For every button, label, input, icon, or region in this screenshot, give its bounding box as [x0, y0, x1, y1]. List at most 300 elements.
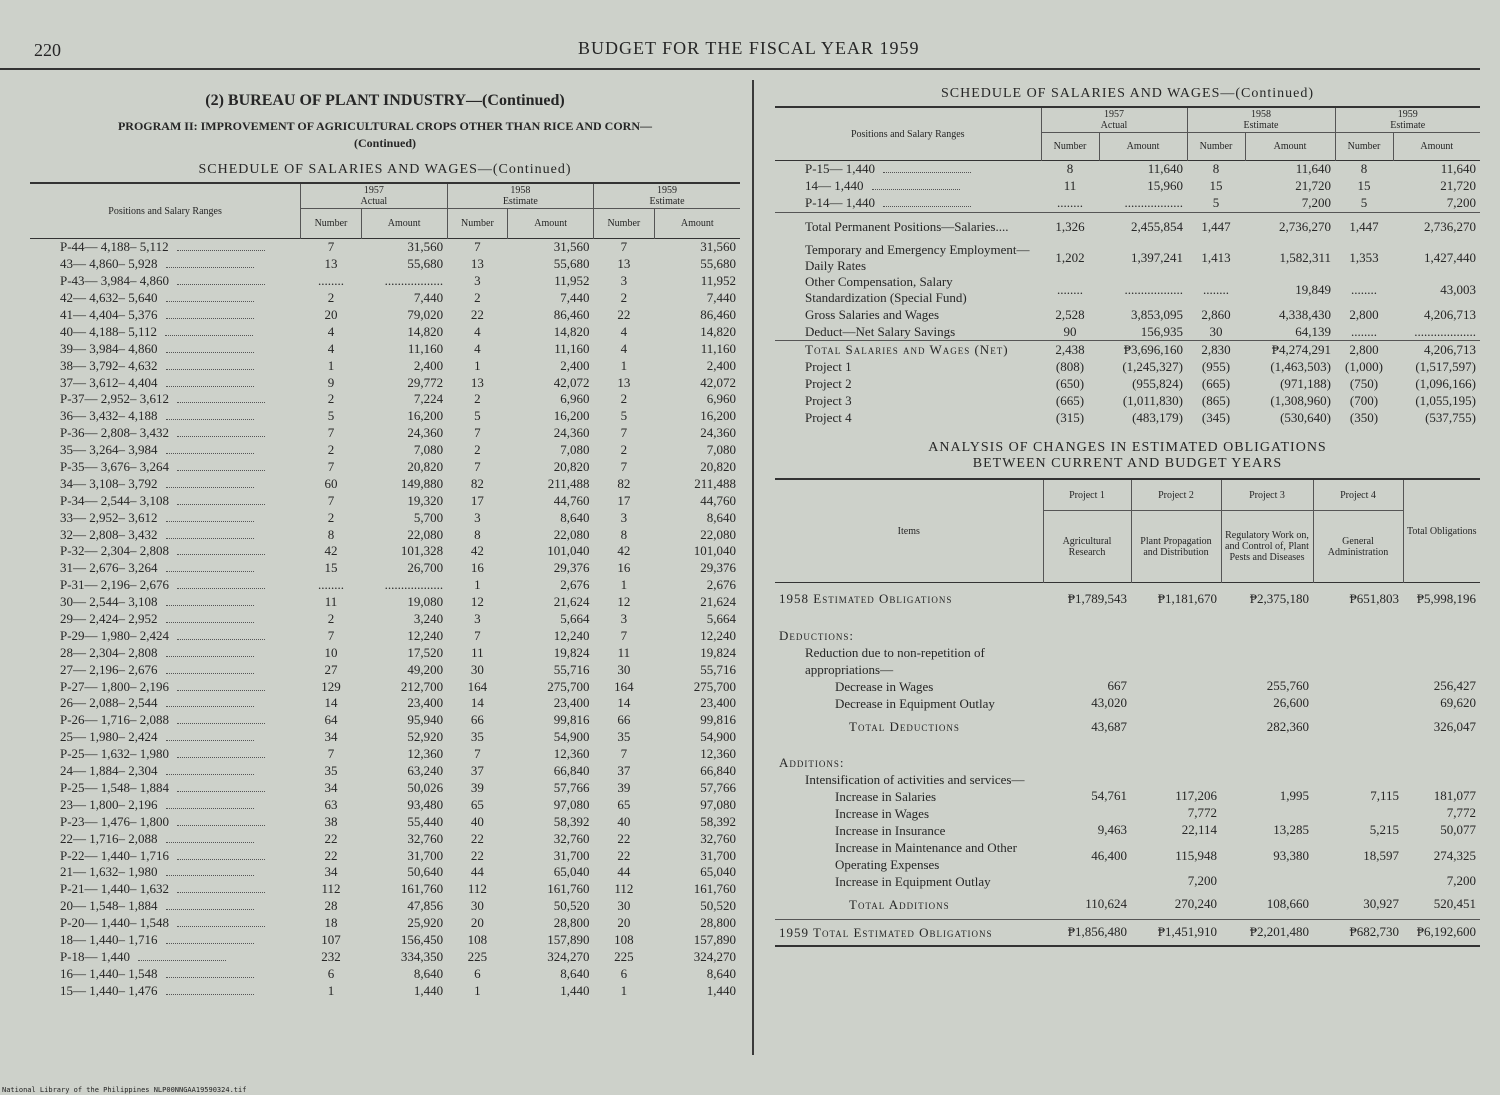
total-amount: 520,451 [1433, 896, 1476, 912]
leader-dots [166, 369, 254, 370]
number-cell: 30 [470, 898, 484, 914]
number-cell: 7 [474, 459, 481, 475]
table-row [30, 391, 740, 408]
number-cell: 4 [620, 323, 628, 339]
amount-cell: 21,720 [1440, 178, 1476, 194]
amount-cell: 79,020 [407, 307, 444, 322]
salary-range: 39— 3,984– 4,860 [30, 340, 301, 357]
salary-range: P-37— 2,952– 3,612 [30, 391, 301, 408]
total-amount: 69,620 [1440, 695, 1476, 711]
number-cell: 35 [617, 729, 631, 745]
number-cell: 16 [617, 560, 631, 576]
project-amount [1221, 644, 1313, 678]
number-cell: 3 [474, 273, 481, 289]
leader-dots [166, 352, 254, 353]
project-amount: 26,600 [1273, 695, 1309, 711]
amount-cell: 16,200 [553, 408, 590, 424]
amount-cell: 4,206,713 [1424, 341, 1476, 357]
salary-range: 32— 2,808– 3,432 [30, 526, 301, 543]
number-cell: 14 [470, 695, 484, 711]
amount-cell: (537,755) [1425, 409, 1476, 425]
number-cell: (955) [1201, 358, 1231, 374]
leader-dots [166, 453, 254, 454]
table-row [30, 543, 740, 560]
leader-dots [166, 622, 254, 623]
table-row [30, 627, 740, 644]
number-cell: 2 [327, 442, 335, 458]
salary-range: P-26— 1,716– 2,088 [30, 712, 301, 729]
table-row [30, 526, 740, 543]
salary-range: P-43— 3,984– 4,860 [30, 273, 301, 290]
salary-range: 20— 1,548– 1,884 [30, 898, 301, 915]
amount-cell: 11,640 [1295, 161, 1331, 177]
summary-label: Project 2 [805, 375, 852, 391]
table-row [30, 509, 740, 526]
leader-dots [166, 994, 254, 995]
amount-cell: 58,392 [553, 813, 590, 829]
leader-dots [166, 977, 254, 978]
number-cell: 90 [1063, 323, 1077, 339]
amount-cell: 211,488 [547, 475, 590, 491]
page-number: 220 [34, 40, 61, 60]
project-amount [1313, 742, 1403, 771]
table-row [30, 577, 740, 594]
number-cell: 44 [470, 864, 484, 880]
number-cell: 108 [614, 931, 634, 947]
project-amount: 117,206 [1175, 788, 1217, 804]
number-cell: (1,000) [1345, 358, 1383, 374]
col-items: Items [897, 525, 920, 537]
amount-cell: 11,640 [1440, 161, 1476, 177]
number-cell: 1 [474, 577, 481, 593]
number-cell: 7 [327, 746, 335, 762]
analysis-label: Reduction due to non-repetition of appropriations— [805, 644, 985, 677]
number-cell: 64 [324, 712, 338, 728]
number-cell: 35 [470, 729, 484, 745]
number-cell: 7 [474, 627, 481, 643]
amount-cell: .................. [384, 577, 444, 593]
amount-cell: 42,072 [700, 374, 736, 390]
number-cell: 37 [470, 763, 484, 779]
amount-cell: 5,664 [560, 611, 590, 627]
number-cell: 22 [470, 830, 484, 846]
leader-dots [166, 538, 254, 539]
amount-cell: 1,397,241 [1131, 250, 1183, 266]
table-row [30, 611, 740, 628]
col-total: Total Obligations [1403, 479, 1480, 583]
total-amount: 7,772 [1446, 805, 1476, 821]
amount-cell: 8,640 [560, 509, 590, 525]
amount-cell: 12,360 [700, 746, 736, 762]
analysis-row [775, 788, 1480, 805]
summary-label: Deduct—Net Salary Savings [805, 323, 956, 339]
salary-range: 16— 1,440– 1,548 [30, 965, 301, 982]
number-cell: 2 [474, 442, 481, 458]
number-cell: 6 [327, 965, 335, 981]
number-cell: 1,326 [1055, 219, 1085, 235]
number-cell: 35 [324, 763, 338, 779]
amount-cell: 156,450 [400, 931, 444, 947]
analysis-row [775, 839, 1480, 873]
analysis-row [775, 615, 1480, 644]
analysis-row [775, 805, 1480, 822]
number-cell: 14 [617, 695, 631, 711]
leader-dots [166, 875, 254, 876]
amount-cell: 97,080 [553, 796, 590, 812]
leader-dots [166, 571, 254, 572]
project-amount: ₱2,375,180 [1249, 590, 1309, 606]
amount-cell: 29,772 [407, 374, 444, 390]
project-amount: ₱682,730 [1349, 924, 1399, 940]
amount-cell: 57,766 [700, 779, 736, 795]
col-amount: Amount [1099, 133, 1187, 161]
salary-range: 22— 1,716– 2,088 [30, 830, 301, 847]
table-row [30, 239, 740, 256]
salary-range: 18— 1,440– 1,716 [30, 932, 301, 949]
col-project-3: Project 3 [1221, 479, 1313, 511]
number-cell: 1 [620, 357, 628, 373]
table-row [30, 881, 740, 898]
amount-cell: 8,640 [560, 965, 590, 981]
number-cell: 30 [470, 661, 484, 677]
number-cell: 112 [614, 881, 634, 897]
number-cell: 12 [470, 594, 484, 610]
amount-cell: 42,072 [553, 374, 590, 390]
project-amount [1313, 644, 1403, 678]
total-amount: 274,325 [1433, 847, 1476, 863]
number-cell: 22 [470, 307, 484, 322]
analysis-row [775, 583, 1480, 615]
leader-dots [177, 825, 265, 826]
number-cell: 40 [470, 813, 484, 829]
amount-cell: 26,700 [407, 560, 444, 576]
number-cell: 34 [324, 864, 338, 880]
analysis-label: Increase in Insurance [835, 822, 946, 838]
leader-dots [166, 605, 254, 606]
number-cell: ........ [1057, 282, 1083, 298]
project-amount: 30,927 [1363, 896, 1399, 912]
amount-cell: 32,760 [407, 830, 444, 846]
col-number: Number [301, 209, 362, 239]
amount-cell: 55,440 [407, 813, 444, 829]
leader-dots [177, 436, 265, 437]
total-amount: 256,427 [1433, 678, 1476, 694]
salary-range: P-21— 1,440– 1,632 [30, 881, 301, 898]
summary-label: Project 4 [805, 409, 852, 425]
project-amount [1043, 771, 1131, 788]
amount-cell: 17,520 [407, 644, 444, 660]
amount-cell: ₱3,696,160 [1123, 341, 1183, 357]
table-row [30, 560, 740, 577]
number-cell: 4 [327, 323, 335, 339]
analysis-row [775, 742, 1480, 771]
summary-row [775, 358, 1480, 375]
amount-cell: 28,800 [553, 915, 590, 931]
analysis-table [775, 478, 1480, 947]
number-cell: 2 [474, 391, 481, 407]
table-row [30, 357, 740, 374]
project-amount [1131, 695, 1221, 712]
salary-range: P-15— 1,440 [775, 161, 1041, 178]
summary-label: Gross Salaries and Wages [805, 306, 940, 322]
project-amount: 282,360 [1266, 718, 1309, 734]
summary-row [775, 375, 1480, 392]
amount-cell: 6,960 [706, 391, 736, 407]
analysis-label: Increase in Wages [835, 805, 930, 821]
number-cell: 20 [324, 307, 338, 322]
project-amount [1313, 805, 1403, 822]
number-cell: 13 [470, 256, 484, 272]
number-cell: 34 [324, 729, 338, 745]
total-amount: ₱6,192,600 [1416, 924, 1476, 940]
salary-range: P-22— 1,440– 1,716 [30, 847, 301, 864]
amount-cell: 8,640 [706, 509, 736, 525]
program-title: PROGRAM II: IMPROVEMENT OF AGRICULTURAL CROPS OTHER THAN RICE AND CORN—(Continued) [117, 119, 653, 150]
amount-cell: .................. [1124, 195, 1183, 211]
amount-cell: 12,240 [700, 627, 736, 643]
number-cell: 1 [620, 982, 628, 998]
leader-dots [138, 960, 226, 961]
project-amount: 115,948 [1175, 847, 1217, 863]
leader-dots [166, 656, 254, 657]
amount-cell: 12,240 [553, 627, 590, 643]
table-row [30, 323, 740, 340]
amount-cell: 24,360 [553, 425, 590, 441]
amount-cell: (1,517,597) [1415, 358, 1476, 374]
project-amount [1131, 742, 1221, 771]
number-cell: 5 [1360, 195, 1368, 211]
amount-cell: 211,488 [694, 475, 736, 491]
number-cell: 22 [470, 847, 484, 863]
amount-cell: 55,716 [700, 661, 736, 677]
project-amount: 108,660 [1266, 896, 1309, 912]
number-cell: 2 [620, 391, 628, 407]
number-cell: 6 [474, 965, 481, 981]
amount-cell: 20,820 [700, 459, 736, 475]
number-cell: ........ [1351, 282, 1377, 298]
number-cell: 7 [620, 425, 628, 441]
number-cell: 38 [324, 813, 338, 829]
salary-range: 37— 3,612– 4,404 [30, 374, 301, 391]
col-desc-1: Agricultural Research [1043, 511, 1131, 583]
col-number: Number [1335, 133, 1393, 161]
amount-cell: 161,760 [693, 881, 736, 897]
leader-dots [177, 791, 265, 792]
number-cell: 13 [617, 256, 631, 272]
amount-cell: (1,308,960) [1270, 392, 1331, 408]
col-project-4: Project 4 [1313, 479, 1403, 511]
total-amount: 50,077 [1440, 822, 1476, 838]
col-project-1: Project 1 [1043, 479, 1131, 511]
leader-dots [883, 206, 971, 207]
amount-cell: 28,800 [700, 915, 736, 931]
project-amount: 18,597 [1363, 847, 1399, 863]
table-row [30, 746, 740, 763]
number-cell: 3 [620, 611, 628, 627]
number-cell: 232 [321, 948, 341, 964]
amount-cell: 11,952 [700, 273, 736, 289]
number-cell: 2 [327, 290, 335, 306]
col-amount: Amount [508, 209, 594, 239]
amount-cell: 31,560 [700, 239, 736, 255]
total-amount: 326,047 [1433, 718, 1476, 734]
amount-cell: 11,952 [554, 273, 590, 289]
salary-range: P-44— 4,188– 5,112 [30, 239, 301, 256]
amount-cell: (483,179) [1132, 409, 1183, 425]
amount-cell: 23,400 [700, 695, 736, 711]
amount-cell: 8,640 [413, 965, 444, 981]
summary-label: Total Salaries and Wages (Net) [805, 341, 1009, 357]
amount-cell: 11,160 [407, 340, 444, 356]
number-cell: 6 [620, 965, 628, 981]
analysis-subtitle: BETWEEN CURRENT AND BUDGET YEARS [972, 456, 1283, 472]
number-cell: 1 [327, 357, 335, 373]
leader-dots [166, 842, 254, 843]
amount-cell: 44,760 [700, 492, 736, 508]
project-amount: ₱651,803 [1349, 590, 1399, 606]
project-amount: 54,761 [1091, 788, 1127, 804]
number-cell: 13 [470, 374, 484, 390]
amount-cell: 7,080 [706, 442, 736, 458]
number-cell: 1 [474, 357, 481, 373]
amount-cell: 50,026 [407, 779, 444, 795]
leader-dots [177, 859, 265, 860]
table-row [30, 256, 740, 273]
number-cell: 7 [620, 746, 628, 762]
salary-range: P-35— 3,676– 3,264 [30, 459, 301, 476]
table-row [30, 340, 740, 357]
summary-row [775, 242, 1480, 274]
number-cell: 108 [467, 931, 488, 947]
table-row [30, 307, 740, 324]
amount-cell: 66,840 [700, 763, 736, 779]
amount-cell: 58,392 [700, 813, 736, 829]
number-cell: 20 [617, 915, 631, 931]
number-cell: 42 [470, 543, 484, 559]
amount-cell: 8,640 [706, 965, 736, 981]
bureau-title: (2) BUREAU OF PLANT INDUSTRY—(Continued) [205, 92, 565, 109]
number-cell: 11 [324, 594, 338, 610]
amount-cell: 7,440 [560, 290, 590, 306]
salary-table-right [775, 106, 1480, 426]
salary-range: P-25— 1,632– 1,980 [30, 746, 301, 763]
number-cell: 22 [617, 830, 631, 846]
number-cell: 2,528 [1055, 306, 1085, 322]
number-cell: 2,830 [1201, 341, 1231, 357]
number-cell: 3 [620, 509, 628, 525]
amount-cell: 2,400 [413, 357, 444, 373]
amount-cell: 12,240 [407, 627, 444, 643]
salary-range: 33— 2,952– 3,612 [30, 509, 301, 526]
number-cell: 1,353 [1349, 250, 1379, 266]
number-cell: 22 [324, 847, 338, 863]
summary-label: Project 1 [805, 358, 852, 374]
project-amount [1131, 678, 1221, 695]
analysis-label: Increase in Salaries [835, 788, 937, 804]
amount-cell: 157,890 [693, 931, 736, 947]
analysis-label: Increase in Equipment Outlay [835, 873, 991, 889]
analysis-row [775, 873, 1480, 890]
table-row [30, 830, 740, 847]
number-cell: ........ [1203, 282, 1229, 298]
project-amount [1131, 644, 1221, 678]
summary-label: Total Permanent Positions—Salaries.... [805, 219, 1009, 235]
amount-cell: 15,960 [1147, 178, 1183, 194]
number-cell: 7 [474, 239, 481, 255]
col-project-2: Project 2 [1131, 479, 1221, 511]
analysis-label: Total Additions [849, 896, 950, 912]
col-positions: Positions and Salary Ranges [850, 128, 965, 140]
amount-cell: 7,440 [413, 290, 444, 306]
amount-cell: 101,040 [547, 543, 590, 559]
number-cell: 82 [470, 475, 484, 491]
leader-dots [177, 892, 265, 893]
amount-cell: 16,200 [407, 408, 444, 424]
number-cell: 12 [617, 594, 631, 610]
number-cell: 7 [474, 425, 481, 441]
amount-cell: 1,440 [560, 982, 590, 998]
table-row [30, 408, 740, 425]
amount-cell: (1,011,830) [1122, 392, 1183, 408]
number-cell: 22 [324, 830, 338, 846]
number-cell: 22 [617, 307, 631, 322]
amount-cell: 24,360 [700, 425, 736, 441]
salary-range: P-29— 1,980– 2,424 [30, 627, 301, 644]
amount-cell: 12,360 [407, 746, 444, 762]
number-cell: 7 [327, 239, 335, 255]
number-cell: 15 [1357, 178, 1371, 194]
project-amount: 255,760 [1266, 678, 1309, 694]
col-number: Number [1041, 133, 1099, 161]
amount-cell: .................. [384, 273, 444, 289]
number-cell: 7 [327, 425, 335, 441]
amount-cell: 6,960 [560, 391, 590, 407]
year-1959: 1959 Estimate [1335, 107, 1480, 133]
amount-cell: (1,096,166) [1415, 375, 1476, 391]
leader-dots [177, 690, 265, 691]
amount-cell: 32,760 [700, 830, 736, 846]
number-cell: ........ [1057, 195, 1083, 211]
amount-cell: 31,700 [553, 847, 590, 863]
project-amount: ₱1,856,480 [1067, 924, 1127, 940]
number-cell: 11 [617, 644, 631, 660]
amount-cell: 19,849 [1295, 282, 1331, 298]
leader-dots [177, 723, 265, 724]
table-row [30, 948, 740, 965]
amount-cell: 54,900 [700, 729, 736, 745]
summary-label: Other Compensation, Salary Standardization (Special Fund) [805, 274, 967, 306]
number-cell: 2 [474, 290, 481, 306]
number-cell: 8 [474, 526, 481, 542]
col-number: Number [447, 209, 508, 239]
amount-cell: 32,760 [553, 830, 590, 846]
page-header [0, 34, 1480, 70]
amount-cell: 21,720 [1295, 178, 1331, 194]
project-amount [1043, 805, 1131, 822]
project-amount: 9,463 [1097, 822, 1127, 838]
amount-cell: 101,040 [693, 543, 736, 559]
salary-range: 28— 2,304– 2,808 [30, 644, 301, 661]
leader-dots [177, 639, 265, 640]
number-cell: 8 [327, 526, 335, 542]
table-row [30, 780, 740, 797]
number-cell: 65 [470, 796, 484, 812]
amount-cell: 2,736,270 [1279, 219, 1331, 235]
leader-dots [177, 250, 265, 251]
project-amount [1221, 805, 1313, 822]
project-amount [1131, 615, 1221, 644]
number-cell: 3 [474, 611, 481, 627]
